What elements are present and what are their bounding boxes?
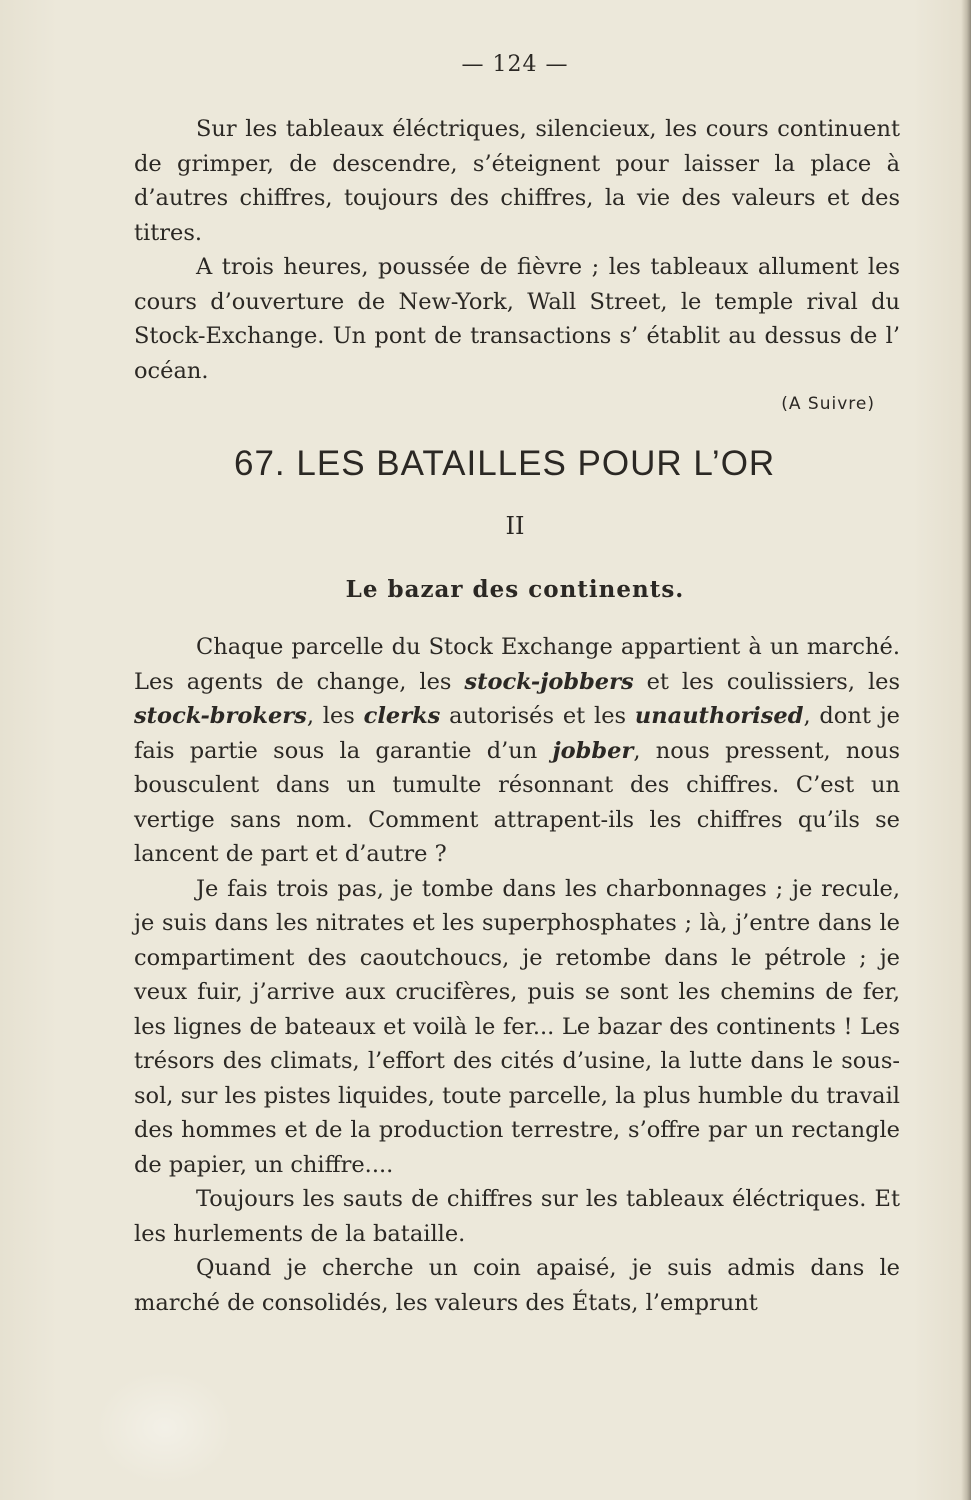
intro-paragraph-1: Sur les tableaux éléctriques, silencieux, les cours continuent de grimper, de descendre, s’éteignent pour laisser la place à d’autres chiffres, toujours des chiffres, la vie des valeurs et des titres. [134, 116, 900, 246]
term-stock-jobbers: stock-jobbers [464, 668, 634, 695]
intro-paragraph-2: A trois heures, poussée de fièvre ; les tableaux allument les cours d’ouverture de New-York, Wall Street, le temple rival du Stock-Exchange. Un pont de transactions s’ établit au dessus de l’ océan. [134, 254, 900, 384]
chapter-body [134, 630, 900, 1320]
page-number: — 124 — [461, 52, 569, 77]
body-text: , dont je fais partie sous la garantie d’un [134, 703, 900, 764]
body-paragraph-2: Je fais trois pas, je tombe dans les charbonnages ; je recule, je suis dans les nitrates et les superphosphates ; là, j’entre dans le compartiment des caoutchoucs, je retombe dans le pétrole ; je veux fuir, j’arrive aux crucifères, puis se sont les chemins de fer, les lignes de bateaux et voilà le fer... Le bazar des continents ! Les trésors des climats, l’effort des cités d’usine, la lutte dans le sous-sol, sur les pistes liquides, toute parcelle, la plus humble du travail des hommes et de la production terrestre, s’offre par un rectangle de papier, un chiffre.... [134, 875, 900, 1178]
body-paragraph-4: Quand je cherche un coin apaisé, je suis admis dans le marché de consolidés, les valeurs des États, l’emprunt [134, 1255, 900, 1316]
paper-smudge [95, 1370, 235, 1485]
body-text: Chaque parcelle du Stock Exchange appartient à un marché. Les agents de change, les [134, 634, 900, 695]
term-unauthorised: unauthorised [634, 703, 804, 729]
body-text: autorisés et les [440, 703, 635, 729]
body-text: et les coulissiers, les [633, 668, 900, 695]
chapter-subtitle: Le bazar des continents. [345, 576, 685, 603]
body-paragraph-1 [134, 630, 900, 872]
term-stock-brokers: stock-brokers [134, 703, 307, 729]
intro-text [134, 112, 900, 388]
chapter-part: II [505, 512, 525, 540]
page-edge-shadow [961, 0, 971, 1500]
chapter-title: 67. LES BATAILLES POUR L’OR [234, 444, 776, 483]
body-text: , nous pressent, nous bousculent dans un tumulte résonnant des chiffres. C’est un vertige sans nom. Comment attrapent-ils les chiffres qu’ils se lancent de part et d’autre ? [134, 737, 900, 867]
continued-note: (A Suivre) [781, 394, 875, 414]
body-paragraph-3: Toujours les sauts de chiffres sur les tableaux éléctriques. Et les hurlements de la bataille. [134, 1186, 900, 1247]
term-clerks: clerks [363, 703, 441, 729]
body-text: , les [306, 703, 364, 729]
term-jobber: jobber [552, 737, 634, 764]
